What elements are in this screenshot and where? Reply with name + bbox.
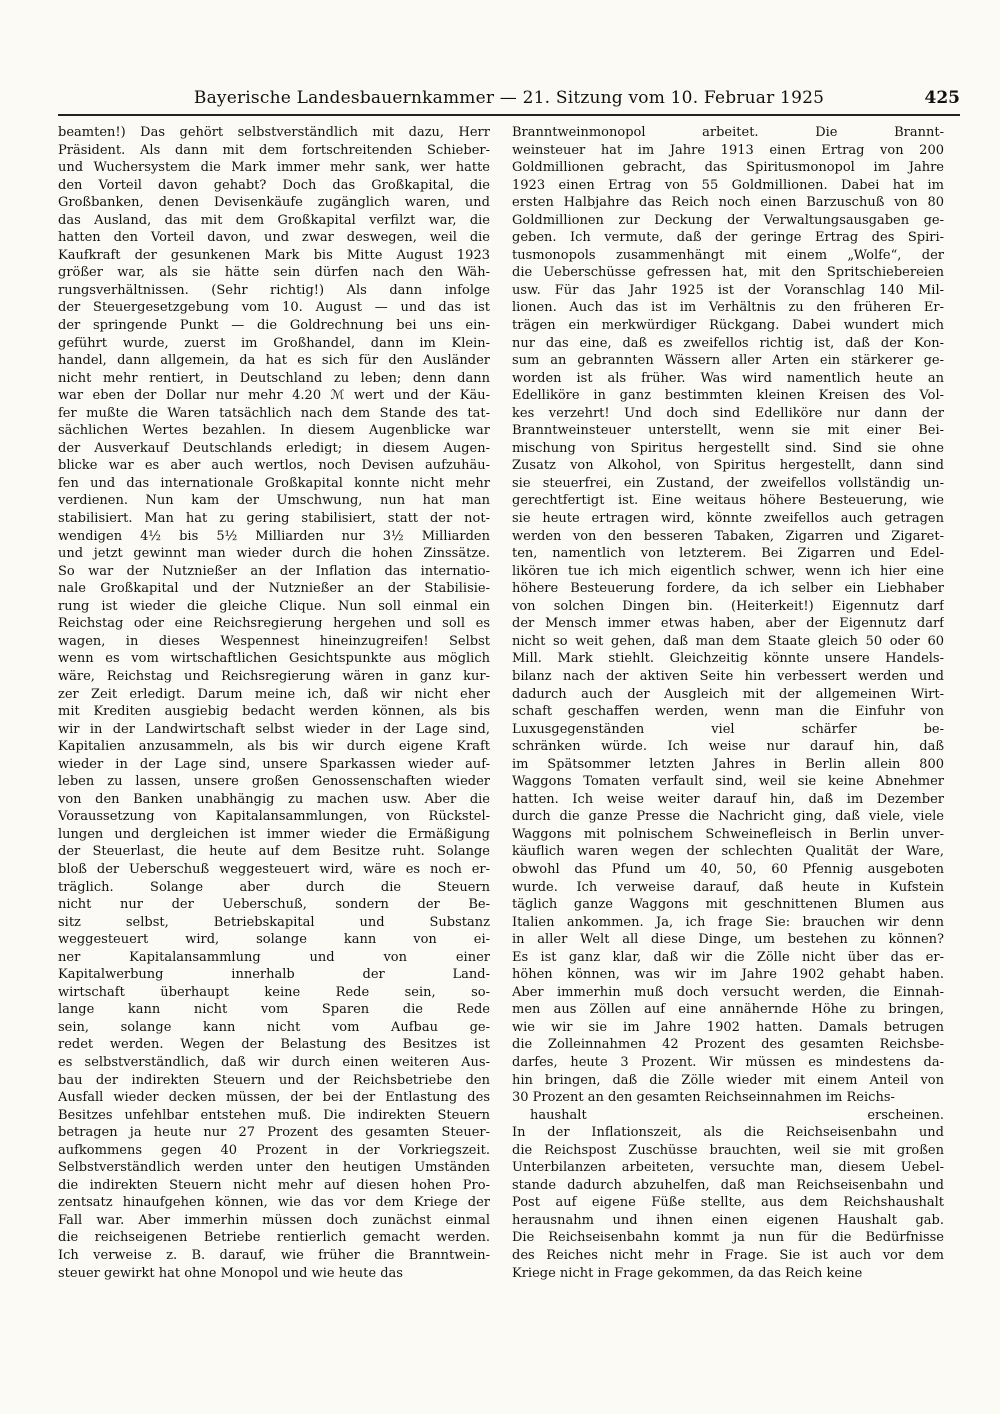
text-line: tusmonopols zusammenhängt mit einem „Wolfe“, der	[512, 247, 944, 263]
text-line: zentsatz hinaufgehen können, wie das vor dem Kriege der	[58, 1195, 490, 1211]
text-line: sum an gebrannten Wässern aller Arten ein stärkerer ge-	[512, 353, 944, 369]
text-line: wagen, in dieses Wespennest hineinzugreifen! Selbst	[58, 633, 490, 649]
text-line: der Steuergesetzgebung vom 10. August — und das ist	[58, 300, 490, 316]
text-line: fer mußte die Waren tatsächlich nach dem Stande des tat-	[58, 405, 490, 421]
text-line: 30 Prozent an den gesamten Reichseinnahmen im Reichs-	[512, 1090, 895, 1106]
text-line: schränken würde. Ich weise nur darauf hin, daß	[512, 739, 944, 755]
text-line: sächlichen Wertes bezahlen. In diesem Augenblicke war	[58, 423, 490, 439]
text-line: Kaufkraft der gesunkenen Mark bis Mitte August 1923	[58, 247, 490, 263]
text-line: wäre, Reichstag und Reichsregierung wären in ganz kur-	[58, 668, 490, 684]
text-line: wurde. Ich verweise darauf, daß heute in Kufstein	[512, 879, 944, 895]
text-line: worden ist als früher. Was wird namentlich heute an	[512, 370, 944, 386]
left-column	[58, 124, 490, 1324]
text-line: Voraussetzung von Kapitalansammlungen, von Rückstel-	[58, 809, 490, 825]
page-number: 425	[924, 88, 960, 108]
text-line: men aus Zöllen auf eine annähernde Höhe zu bringen,	[512, 1002, 944, 1018]
text-line: lange kann nicht vom Sparen die Rede	[58, 1002, 490, 1018]
text-line: träglich. Solange aber durch die Steuern	[58, 879, 490, 895]
text-line: bloß der Ueberschuß weggesteuert wird, wäre es noch er-	[58, 861, 490, 877]
text-line: der springende Punkt — die Goldrechnung bei uns ein-	[58, 318, 490, 334]
text-line: likören tue ich mich eigentlich schwer, wenn ich hier eine	[512, 563, 944, 579]
text-line: obwohl das Pfund um 40, 50, 60 Pfennig ausgeboten	[512, 861, 944, 877]
text-line: Italien ankommen. Ja, ich frage Sie: brauchen wir denn	[512, 914, 944, 930]
text-line: Branntweinmonopol arbeitet. Die Brannt-	[512, 125, 944, 140]
text-line: wendigen 4½ bis 5½ Milliarden nur 3½ Milliarden	[58, 528, 490, 544]
text-line: 1923 einen Ertrag von 55 Goldmillionen. Dabei hat im	[512, 177, 944, 193]
text-line: wieder in der Lage sind, unsere Sparkassen wieder auf-	[58, 756, 490, 772]
text-line: wie wir sie im Jahre 1902 hatten. Damals betrugen	[512, 1019, 944, 1035]
text-line: der Mensch immer etwas haben, aber der Eigennutz darf	[512, 616, 944, 632]
text-line: Branntweinsteuer unterstellt, wenn sie mit einer Bei-	[512, 423, 944, 439]
text-line: nale Großkapital und der Nutznießer an der Stabilisie-	[58, 581, 490, 597]
text-line: sein, solange kann nicht vom Aufbau ge-	[58, 1019, 490, 1035]
text-line: leben zu lassen, unsere großen Genossenschaften wieder	[58, 774, 490, 790]
text-line: Goldmillionen zur Deckung der Verwaltungsausgaben ge-	[512, 212, 944, 228]
text-line: kes verzehrt! Und doch sind Edelliköre nur dann der	[512, 405, 944, 421]
text-line: Reichstag oder eine Reichsregierung hergehen und soll es	[58, 616, 490, 632]
text-line: Edelliköre in ganz bestimmten kleinen Kreisen des Vol-	[512, 388, 944, 404]
text-line: Präsident. Als dann mit dem fortschreitenden Schieber-	[58, 142, 490, 158]
text-line: nur das eine, daß es zweifellos richtig ist, daß der Kon-	[512, 335, 944, 351]
text-line: größer war, als sie hätte sein dürfen nach den Wäh-	[58, 265, 490, 281]
text-line: ner Kapitalansammlung und von einer	[58, 949, 490, 965]
text-line: Mill. Mark stiehlt. Gleichzeitig könnte unsere Handels-	[512, 651, 944, 667]
text-line: lungen und dergleichen ist immer wieder die Ermäßigung	[58, 826, 490, 842]
text-line: weinsteuer hat im Jahre 1913 einen Ertrag von 200	[512, 142, 944, 158]
text-line: ersten Halbjahre das Reich noch einen Barzuschuß von 80	[512, 195, 944, 211]
text-line: haushalt erscheinen.	[530, 1107, 944, 1123]
text-line: aufkommens gegen 40 Prozent in der Vorkriegszeit.	[58, 1142, 490, 1158]
text-line: und Wuchersystem die Mark immer mehr sank, wer hatte	[58, 160, 490, 176]
text-line: täglich ganze Waggons mit geschnittenen Blumen aus	[512, 897, 944, 913]
text-line: Aber immerhin muß doch versucht werden, die Einnah-	[512, 984, 944, 1000]
text-line: in aller Welt all diese Dinge, um bestehen zu können?	[512, 932, 944, 948]
right-column	[512, 124, 944, 1324]
text-line: stande dadurch abzuhelfen, daß man Reichseisenbahn und	[512, 1177, 944, 1193]
text-line: werden von den besseren Tabaken, Zigarren und Zigaret-	[512, 528, 944, 544]
text-line: darfes, heute 3 Prozent. Wir müssen es mindestens da-	[512, 1054, 944, 1070]
text-line: die Reichspost Zuschüsse brauchten, weil sie mit großen	[512, 1142, 944, 1158]
text-line: rungsverhältnissen. (Sehr richtig!) Als dann infolge	[58, 282, 490, 298]
text-line: zer Zeit erledigt. Darum meine ich, daß wir nicht eher	[58, 686, 490, 702]
text-line: Selbstverständlich werden unter den heutigen Umständen	[58, 1160, 490, 1176]
text-line: Besitzes unfehlbar entstehen muß. Die indirekten Steuern	[58, 1107, 490, 1123]
text-line: nicht nur der Ueberschuß, sondern der Be-	[58, 897, 490, 913]
text-line: dadurch auch der Ausgleich mit der allgemeinen Wirt-	[512, 686, 944, 702]
text-line: ten, namentlich von letzterem. Bei Zigarren und Edel-	[512, 546, 944, 562]
text-line: hatten den Vorteil davon, und zwar deswegen, weil die	[58, 230, 490, 246]
text-line: von den Banken unabhängig zu machen usw. Aber die	[58, 791, 490, 807]
text-line: steuer gewirkt hat ohne Monopol und wie heute das	[58, 1265, 403, 1281]
text-line: die indirekten Steuern nicht mehr auf diesen hohen Pro-	[58, 1177, 490, 1193]
text-line: geben. Ich vermute, daß der geringe Ertrag des Spiri-	[512, 230, 944, 246]
text-line: hatten. Ich weise weiter darauf hin, daß im Dezember	[512, 791, 944, 807]
text-line: stabilisiert. Man hat zu gering stabilisiert, statt der not-	[58, 511, 490, 527]
text-line: sitz selbst, Betriebskapital und Substanz	[58, 914, 490, 930]
text-line: mit Krediten ausgiebig bedacht werden können, als bis	[58, 704, 490, 720]
text-line: mischung von Spiritus hergestellt sind. Sind sie ohne	[512, 440, 944, 456]
text-line: den Vorteil davon gehabt? Doch das Großkapital, die	[58, 177, 490, 193]
text-line: von solchen Dingen bin. (Heiterkeit!) Eigennutz darf	[512, 598, 944, 614]
text-line: So war der Nutznießer an der Inflation das internatio-	[58, 563, 490, 579]
text-line: Die Reichseisenbahn kommt ja nun für die Bedürfnisse	[512, 1230, 944, 1246]
text-line: Unterbilanzen arbeiteten, versuchte man, diesem Uebel-	[512, 1160, 944, 1176]
text-line: rung ist wieder die gleiche Clique. Nun soll einmal ein	[58, 598, 490, 614]
text-line: Post auf eigene Füße stellte, aus dem Reichshaushalt	[512, 1195, 944, 1211]
text-line: die reichseigenen Betriebe rentierlich gemacht werden.	[58, 1230, 490, 1246]
text-line: die Ueberschüsse gefressen hat, mit den Spritschiebereien	[512, 265, 944, 281]
text-line: bau der indirekten Steuern und der Reichsbetriebe den	[58, 1072, 490, 1088]
text-line: handel, dann allgemein, da hat es sich für den Ausländer	[58, 353, 490, 369]
text-line: Waggons mit polnischem Schweinefleisch in Berlin unver-	[512, 826, 944, 842]
text-line: redet werden. Wegen der Belastung des Besitzes ist	[58, 1037, 490, 1053]
text-line: die Zolleinnahmen 42 Prozent des gesamten Reichsbe-	[512, 1037, 944, 1053]
text-line: betragen ja heute nur 27 Prozent des gesamten Steuer-	[58, 1125, 490, 1141]
text-line: durch die ganze Presse die Nachricht ging, daß viele, viele	[512, 809, 944, 825]
text-line: Ich verweise z. B. darauf, wie früher die Branntwein-	[58, 1248, 490, 1263]
text-line: hin bringen, daß die Zölle wieder mit einem Anteil von	[512, 1072, 944, 1088]
text-line: sie heute ertragen wird, könnte zweifellos auch getragen	[512, 511, 944, 527]
text-line: gerechtfertigt ist. Eine weitaus höhere Besteuerung, wie	[512, 493, 944, 509]
text-line: der Ausverkauf Deutschlands erledigt; in diesem Augen-	[58, 440, 490, 456]
text-line: Kapitalien anzusammeln, als bis wir durch eigene Kraft	[58, 739, 490, 755]
text-line: höhen können, was wir im Jahre 1902 gehabt haben.	[512, 967, 944, 983]
text-line: höhere Besteuerung fordere, da ich selber ein Liebhaber	[512, 581, 944, 597]
text-line: schaft geschaffen werden, wenn man die Einfuhr von	[512, 704, 944, 720]
text-line: lionen. Auch das ist im Verhältnis zu den früheren Er-	[512, 300, 944, 316]
text-line: Zusatz von Alkohol, von Spiritus hergestellt, dann sind	[512, 458, 944, 474]
text-line: des Reiches nicht mehr in Frage. Sie ist auch vor dem	[512, 1248, 944, 1263]
text-line: und jetzt gewinnt man wieder durch die hohen Zinssätze.	[58, 546, 490, 562]
text-line: beamten!) Das gehört selbstverständlich mit dazu, Herr	[58, 125, 490, 140]
text-line: bilanz nach der aktiven Seite hin verbessert werden und	[512, 668, 944, 684]
text-line: verdienen. Nun kam der Umschwung, nun hat man	[58, 493, 490, 509]
text-line: In der Inflationszeit, als die Reichseisenbahn und	[512, 1125, 944, 1141]
text-line: der Steuerlast, die heute auf dem Besitze ruht. Solange	[58, 844, 490, 860]
text-line: nicht so weit gehen, daß man dem Staate gleich 50 oder 60	[512, 633, 944, 649]
text-line: usw. Für das Jahr 1925 ist der Voranschlag 140 Mil-	[512, 282, 944, 298]
text-line: Goldmillionen gebracht, das Spiritusmonopol im Jahre	[512, 160, 944, 176]
text-line: nicht mehr rentiert, in Deutschland zu leben; denn dann	[58, 370, 490, 386]
text-line: im Spätsommer letzten Jahres in Berlin allein 800	[512, 756, 944, 772]
text-line: blicke war es aber auch wertlos, noch Devisen aufzuhäu-	[58, 458, 490, 474]
text-line: Luxusgegenständen viel schärfer be-	[512, 721, 944, 737]
text-line: käuflich waren wegen der schlechten Qualität der Ware,	[512, 844, 944, 860]
text-line: Fall war. Aber immerhin müssen doch zunächst einmal	[58, 1212, 490, 1228]
text-line: sie steuerfrei, ein Zustand, der zweifellos vollständig un-	[512, 475, 944, 491]
header-rule	[58, 114, 960, 116]
text-line: Kriege nicht in Frage gekommen, da das Reich keine	[512, 1265, 863, 1281]
text-line: trägen ein merkwürdiger Rückgang. Dabei wundert mich	[512, 318, 944, 334]
text-line: das Ausland, das mit dem Großkapital verfilzt war, die	[58, 212, 490, 228]
text-line: Es ist ganz klar, daß wir die Zölle nicht über das er-	[512, 949, 944, 965]
text-line: Waggons Tomaten verfault sind, weil sie keine Abnehmer	[512, 774, 944, 790]
text-line: Kapitalwerbung innerhalb der Land-	[58, 967, 490, 983]
text-line: geführt wurde, zuerst im Großhandel, dann im Klein-	[58, 335, 490, 351]
text-line: Ausfall wieder decken müssen, der bei der Entlastung des	[58, 1090, 490, 1106]
text-line: herausnahm und ihnen einen eigenen Haushalt gab.	[512, 1212, 944, 1228]
text-line: wir in der Landwirtschaft selbst wieder in der Lage sind,	[58, 721, 490, 737]
running-head: Bayerische Landesbauernkammer — 21. Sitzung vom 10. Februar 1925	[193, 88, 825, 108]
text-line: weggesteuert wird, solange kann von ei-	[58, 932, 490, 948]
text-line: Großbanken, denen Devisenkäufe zugänglich waren, und	[58, 195, 490, 211]
text-line: wenn es vom wirtschaftlichen Gesichtspunkte aus möglich	[58, 651, 490, 667]
text-line: war eben der Dollar nur mehr 4.20 ℳ wert und der Käu-	[58, 388, 490, 404]
text-line: wirtschaft überhaupt keine Rede sein, so-	[58, 984, 490, 1000]
text-line: es selbstverständlich, daß wir durch einen weiteren Aus-	[58, 1054, 490, 1070]
text-line: fen und das internationale Großkapital konnte nicht mehr	[58, 475, 490, 491]
